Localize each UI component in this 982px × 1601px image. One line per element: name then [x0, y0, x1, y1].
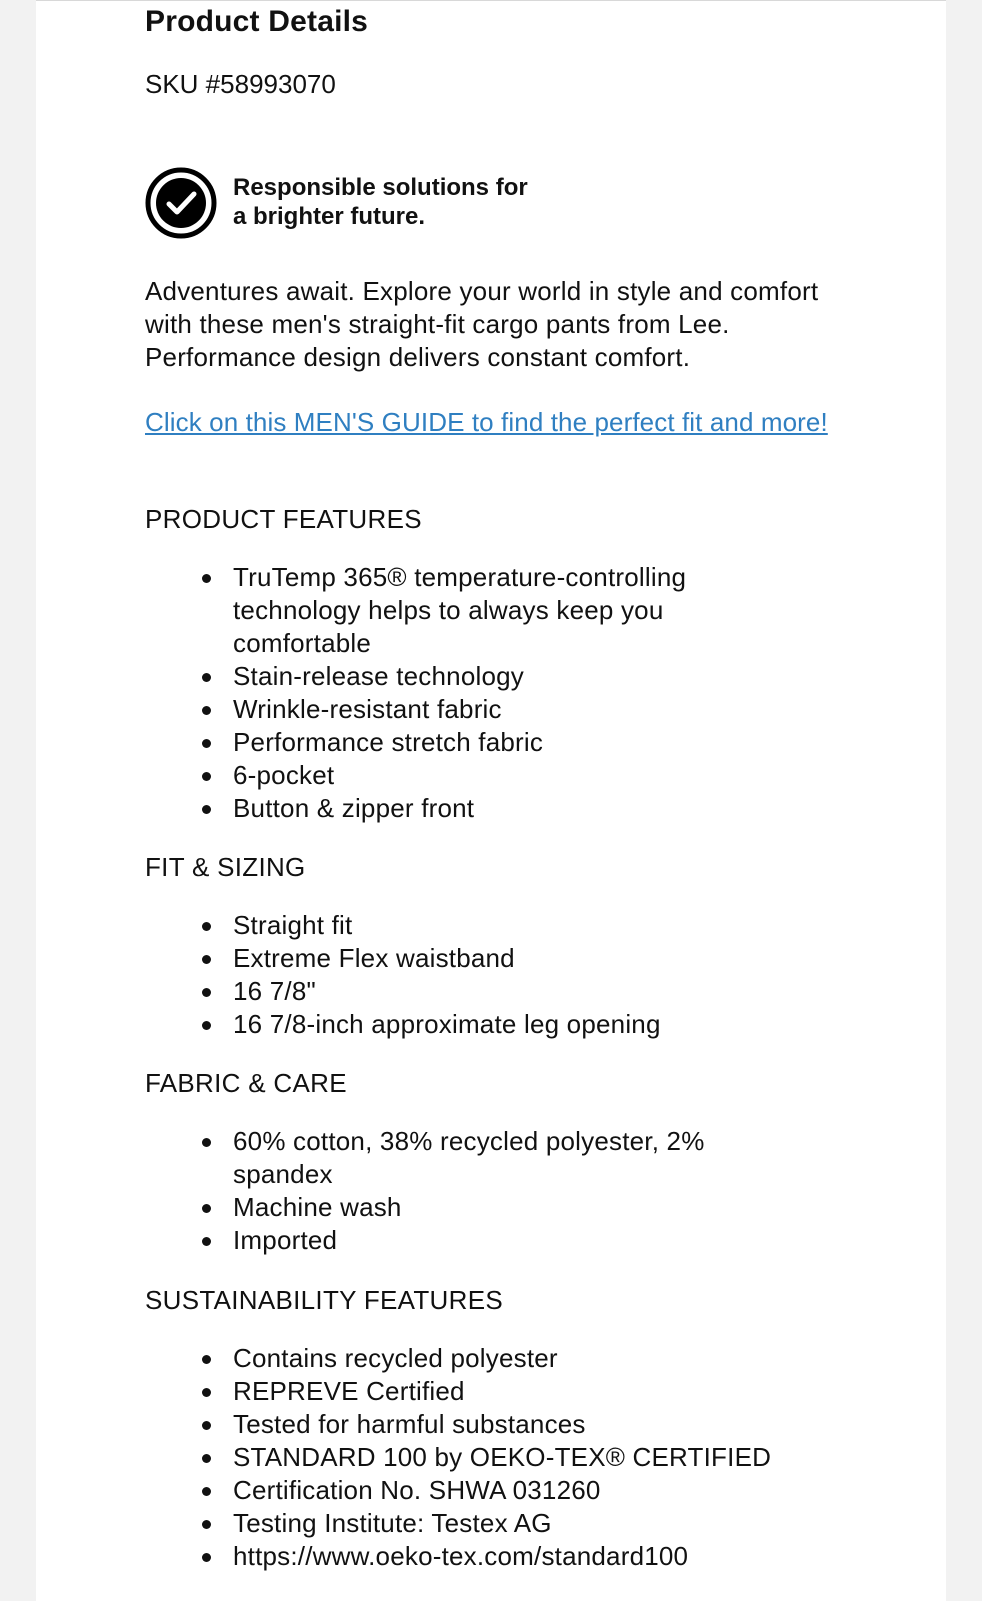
list-item: Contains recycled polyester: [233, 1342, 853, 1375]
list-item: Machine wash: [233, 1191, 773, 1224]
section-heading-fabric-care: FABRIC & CARE: [145, 1068, 347, 1098]
list-item: Performance stretch fabric: [233, 726, 793, 759]
mens-guide-link[interactable]: Click on this MEN'S GUIDE to find the perfect fit and more!: [145, 407, 828, 437]
list-item: Imported: [233, 1224, 773, 1257]
list-item: Button & zipper front: [233, 792, 793, 825]
fabric-care-list: [145, 1125, 773, 1257]
list-item: Certification No. SHWA 031260: [233, 1474, 853, 1507]
fit-sizing-list: [145, 909, 793, 1041]
list-item: REPREVE Certified: [233, 1375, 853, 1408]
list-item: TruTemp 365® temperature-controlling technology helps to always keep you comfortable: [233, 561, 793, 660]
list-item: Wrinkle-resistant fabric: [233, 693, 793, 726]
responsibility-badge-text: [233, 173, 633, 231]
badge-line-2: a brighter future.: [233, 203, 426, 230]
list-item: 6-pocket: [233, 759, 793, 792]
page-title: Product Details: [145, 5, 369, 38]
list-item: 60% cotton, 38% recycled polyester, 2% spandex: [233, 1125, 773, 1191]
list-item: 16 7/8-inch approximate leg opening: [233, 1008, 793, 1041]
product-details-card: [36, 0, 946, 1601]
sustainability-features-list: [145, 1342, 853, 1573]
list-item: Straight fit: [233, 909, 793, 942]
product-features-list: [145, 561, 793, 825]
list-item: Testing Institute: Testex AG: [233, 1507, 853, 1540]
list-item: Stain-release technology: [233, 660, 793, 693]
list-item: 16 7/8": [233, 975, 793, 1008]
list-item: Extreme Flex waistband: [233, 942, 793, 975]
list-item: https://www.oeko-tex.com/standard100: [233, 1540, 853, 1573]
section-heading-product-features: PRODUCT FEATURES: [145, 504, 422, 534]
sku-label: SKU #58993070: [145, 69, 336, 99]
list-item: Tested for harmful substances: [233, 1408, 853, 1441]
badge-line-1: Responsible solutions for: [233, 174, 528, 201]
product-description: Adventures await. Explore your world in style and comfort with these men's straight-fit cargo pants from Lee. Performance design delivers constant comfort.: [145, 276, 819, 372]
section-heading-fit-sizing: FIT & SIZING: [145, 852, 306, 882]
list-item: STANDARD 100 by OEKO-TEX® CERTIFIED: [233, 1441, 853, 1474]
section-heading-sustainability-features: SUSTAINABILITY FEATURES: [145, 1285, 503, 1315]
checkmark-circle-icon: [145, 167, 217, 239]
